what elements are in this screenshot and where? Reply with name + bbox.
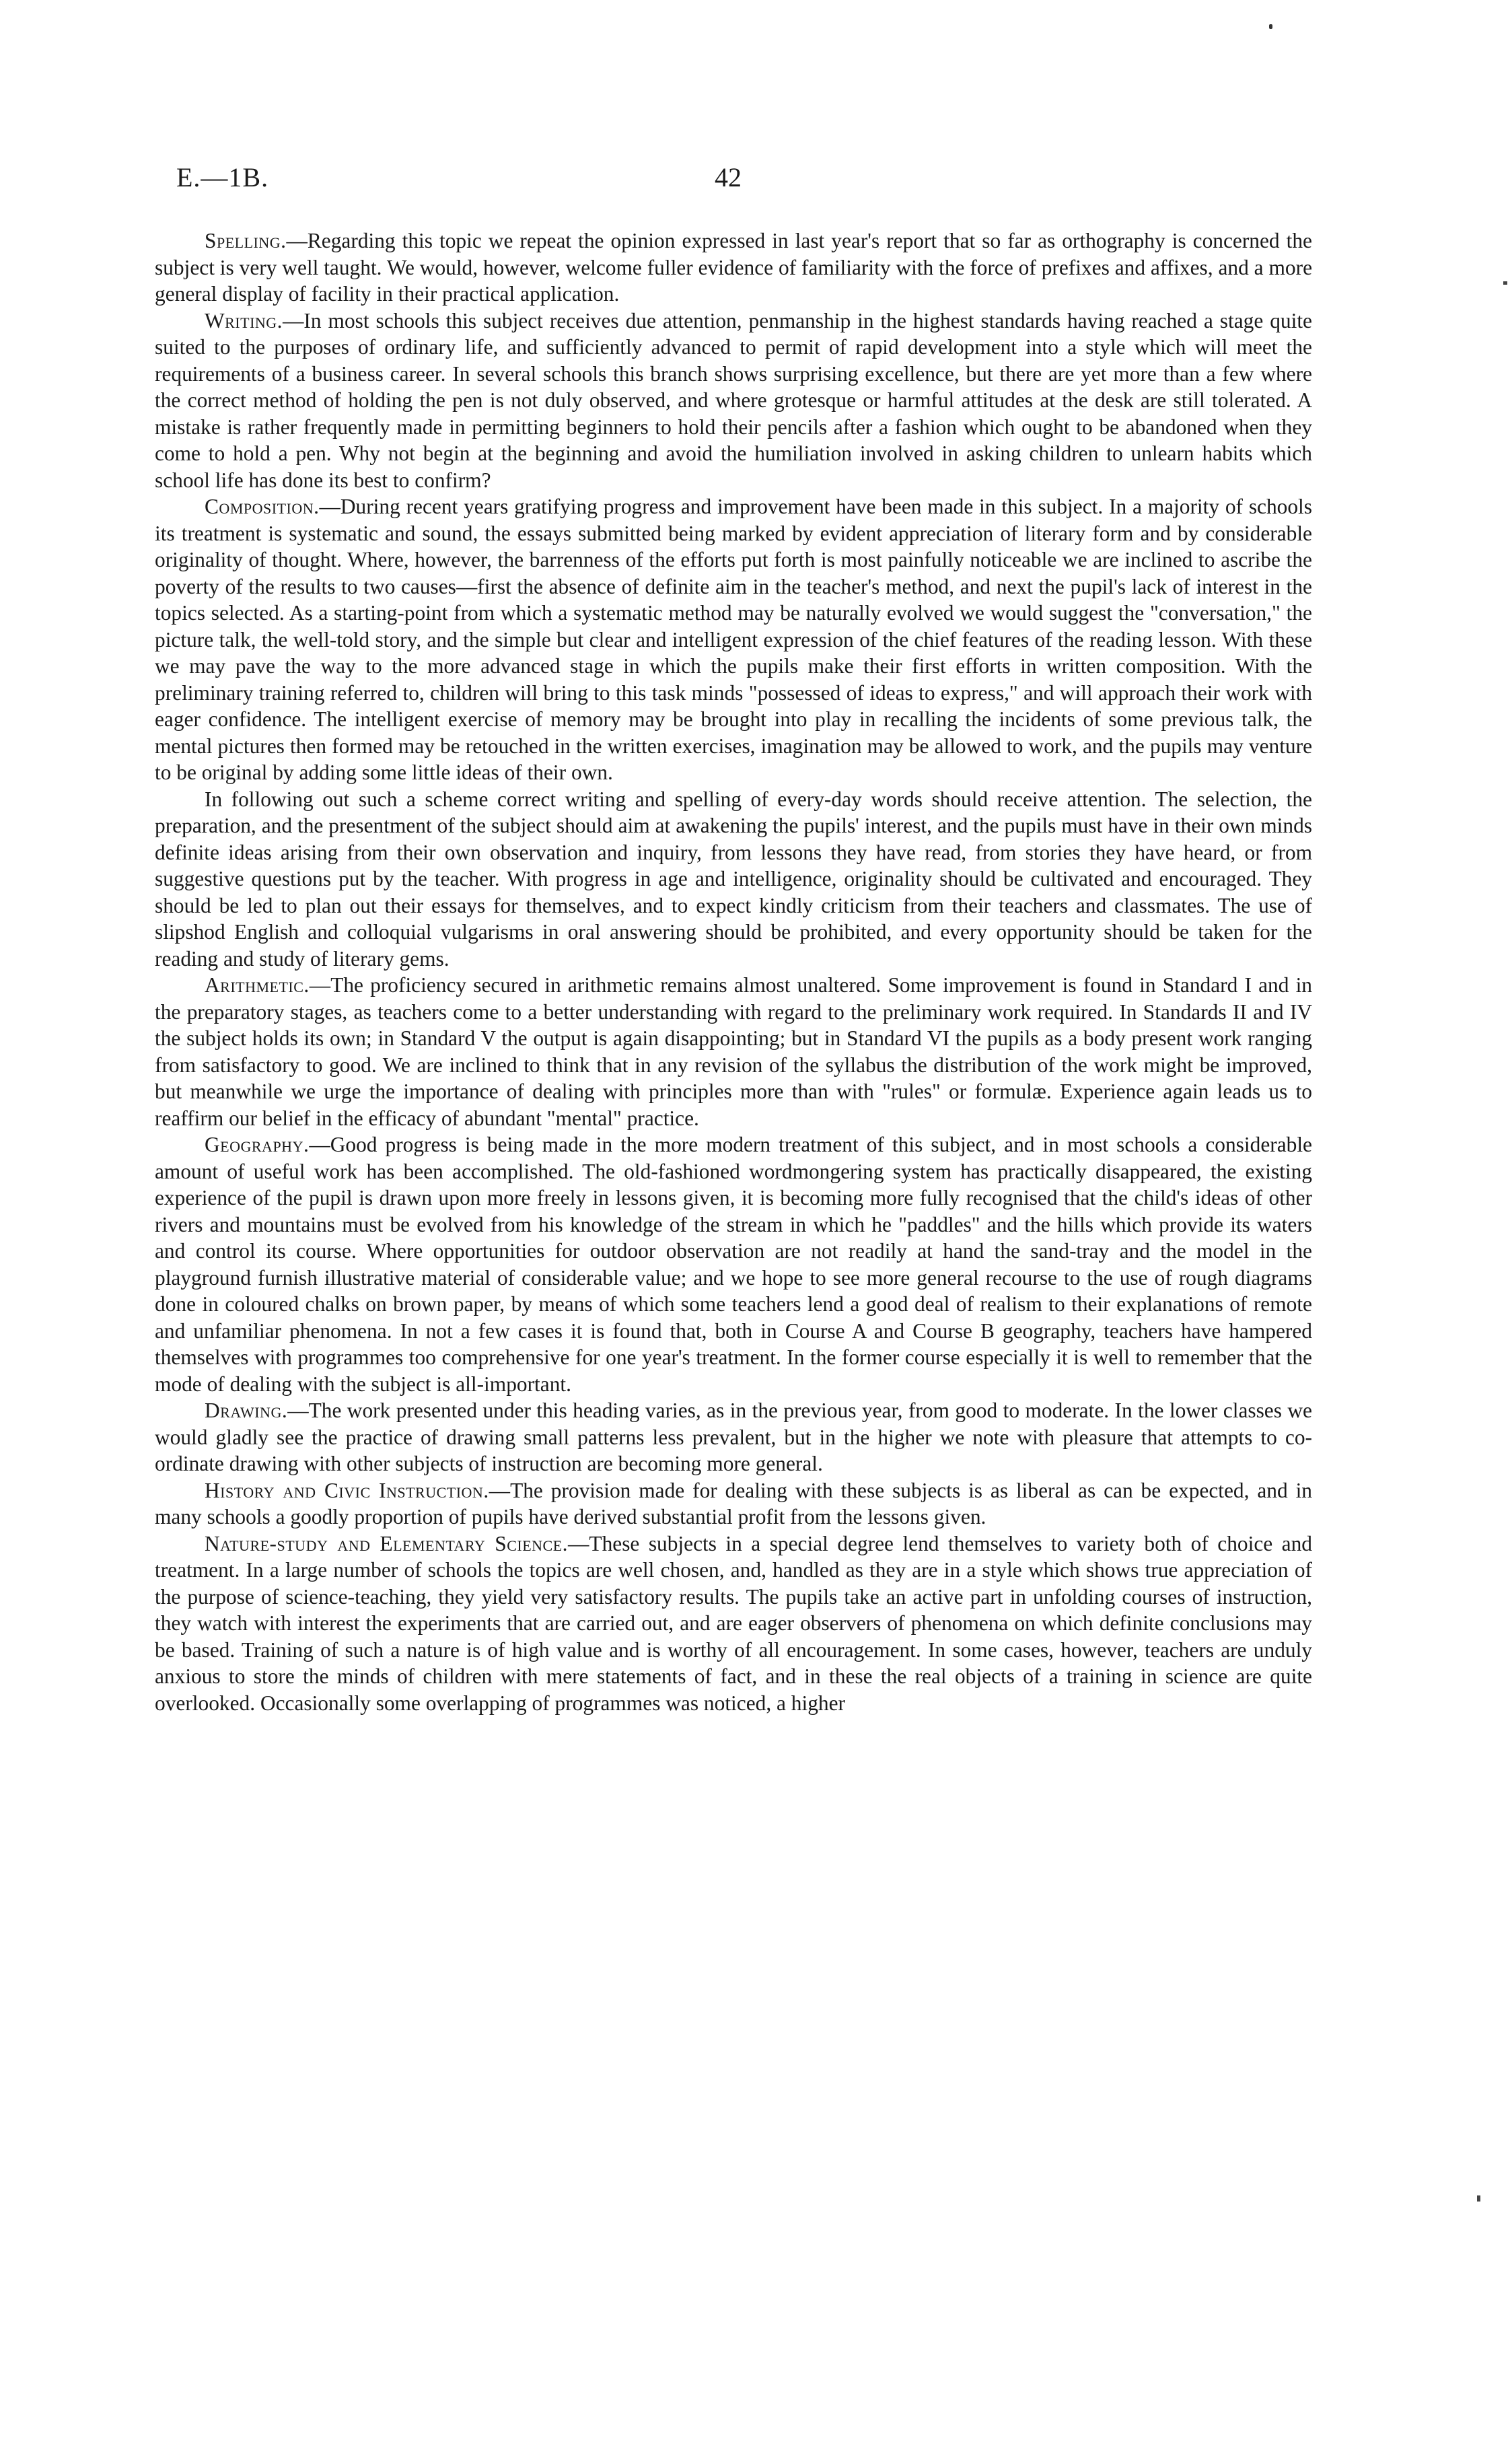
print-speck: [1477, 2195, 1480, 2202]
section-heading: Composition.: [205, 495, 320, 518]
section-heading: Writing.: [205, 308, 283, 332]
print-speck: [1503, 281, 1507, 285]
paragraph-text: —Regarding this topic we repeat the opinion expressed in last year's report that so far as orthography is concerned the subject is very well taught. We would, however, welcome fuller evidence of familiarity with the force of prefixes and affixes, and a more general display of facility in their practical application.: [155, 229, 1312, 306]
paragraph-writing: [155, 308, 1312, 494]
paragraph-text: —In most schools this subject receives due attention, penmanship in the highest standards having reached a stage quite suited to the purposes of ordinary life, and sufficiently advanced to permit of rapid development into a style which will meet the requirements of a business career. In several schools this branch shows surprising excellence, but there are yet more than a few where the correct method of holding the pen is not duly observed, and where grotesque or harmful attitudes at the desk are still tolerated. A mistake is rather frequently made in permitting beginners to hold their pencils after a fashion which ought to be abandoned when they come to hold a pen. Why not begin at the beginning and avoid the humiliation involved in asking children to unlearn habits which school life has done its best to confirm?: [155, 308, 1312, 492]
section-heading: Geography.: [205, 1133, 310, 1156]
paragraph-history-civics: [155, 1477, 1312, 1530]
document-body: [155, 227, 1312, 1716]
paragraph-spelling: [155, 227, 1312, 308]
paragraph-text: —The proficiency secured in arithmetic remains almost unaltered. Some improvement is found in Standard I and in the preparatory stages, as teachers come to a better understanding with regard to the preliminary work required. In Standards II and IV the subject holds its own; in Standard V the output is again disappointing; but in Standard VI the pupils as a body present work ranging from satisfactory to good. We are inclined to think that in any revision of the syllabus the distribution of the work might be improved, but meanwhile we urge the importance of dealing with principles more than with "rules" or formulæ. Experience again leads us to reaffirm our belief in the efficacy of abundant "mental" practice.: [155, 973, 1312, 1130]
section-heading: Arithmetic.: [205, 973, 310, 997]
print-speck: [1269, 24, 1272, 29]
paragraph-text: —These subjects in a special degree lend themselves to variety both of choice and treatment. In a large number of schools the topics are well chosen, and, handled as they are in a style which shows true appreciation of the purpose of science-teaching, they yield very satisfactory results. The pupils take an active part in unfolding courses of instruction, they watch with interest the experiments that are carried out, and are eager observers of phenomena on which definite conclusions may be based. Training of such a nature is of high value and is worthy of all encouragement. In some cases, however, teachers are unduly anxious to store the minds of children with mere statements of fact, and in these the real objects of a training in science are quite overlooked. Occasionally some overlapping of programmes was noticed, a higher: [155, 1531, 1312, 1715]
section-heading: History and Civic Instruction.: [205, 1478, 489, 1502]
paragraph-text: —The work presented under this heading varies, as in the previous year, from good to moderate. In the lower classes we would gladly see the practice of drawing small patterns less prevalent, but in the higher we note with pleasure that attempts to co-ordinate drawing with other subjects of instruction are becoming more general.: [155, 1399, 1312, 1475]
paragraph-arithmetic: [155, 972, 1312, 1131]
paragraph-composition-continued: [155, 786, 1312, 973]
paragraph-text: —Good progress is being made in the more modern treatment of this subject, and in most schools a considerable amount of useful work has been accomplished. The old-fashioned wordmongering system has practically disappeared, the existing experience of the pupil is drawn upon more freely in lessons given, it is becoming more fully recognised that the child's ideas of other rivers and mountains must be evolved from his knowledge of the stream in which he "paddles" and the hills which provide its waters and control its course. Where opportunities for outdoor observation are not readily at hand the sand-tray and the model in the playground furnish illustrative material of considerable value; and we hope to see more general recourse to the use of rough diagrams done in coloured chalks on brown paper, by means of which some teachers lend a good deal of realism to their explanations of remote and unfamiliar phenomena. In not a few cases it is found that, both in Course A and Course B geography, teachers have hampered themselves with programmes too comprehensive for one year's treatment. In the former course especially it is well to remember that the mode of dealing with the subject is all-important.: [155, 1133, 1312, 1396]
paragraph-drawing: [155, 1397, 1312, 1477]
section-heading: Nature-study and Elementary Science.: [205, 1531, 569, 1555]
paragraph-text: —The provision made for dealing with these subjects is as liberal as can be expected, and in many schools a goodly proportion of pupils have derived substantial profit from the lessons given.: [155, 1478, 1312, 1528]
paragraph-text: In following out such a scheme correct writing and spelling of every-day words should receive attention. The selection, the preparation, and the presentment of the subject should aim at awakening the pupils' interest, and the pupils must have in their own minds definite ideas arising from their own observation and inquiry, from lessons they have read, from stories they have heard, or from suggestive questions put by the teacher. With progress in age and intelligence, originality should be cultivated and encouraged. They should be led to plan out their essays for themselves, and to expect kindly criticism from their teachers and classmates. The use of slipshod English and colloquial vulgarisms in oral answering should be prohibited, and every opportunity should be taken for the reading and study of literary gems.: [155, 787, 1312, 971]
section-heading: Spelling.: [205, 229, 287, 252]
paragraph-nature-study: [155, 1530, 1312, 1717]
paragraph-composition: [155, 493, 1312, 786]
section-heading: Drawing.: [205, 1399, 288, 1422]
paragraph-text: —During recent years gratifying progress and improvement have been made in this subject. In a majority of schools its treatment is systematic and sound, the essays submitted being marked by evident appreciation of literary form and by considerable originality of thought. Where, however, the barrenness of the efforts put forth is most painfully noticeable we are inclined to ascribe the poverty of the results to two causes—first the absence of definite aim in the teacher's method, and next the pupil's lack of interest in the topics selected. As a starting-point from which a systematic method may be naturally evolved we would suggest the "conversation," the picture talk, the well-told story, and the simple but clear and intelligent expression of the chief features of the reading lesson. With these we may pave the way to the more advanced stage in which the pupils make their first efforts in written composition. With the preliminary training referred to, children will bring to this task minds "possessed of ideas to express," and will approach their work with eager confidence. The intelligent exercise of memory may be brought into play in recalling the incidents of some previous talk, the mental pictures then formed may be retouched in the written exercises, imagination may be allowed to work, and the pupils may venture to be original by adding some little ideas of their own.: [155, 495, 1312, 784]
document-reference: E.—1B.: [176, 162, 269, 192]
paragraph-geography: [155, 1131, 1312, 1397]
page-number: 42: [715, 162, 742, 192]
page-header: [176, 162, 1308, 202]
